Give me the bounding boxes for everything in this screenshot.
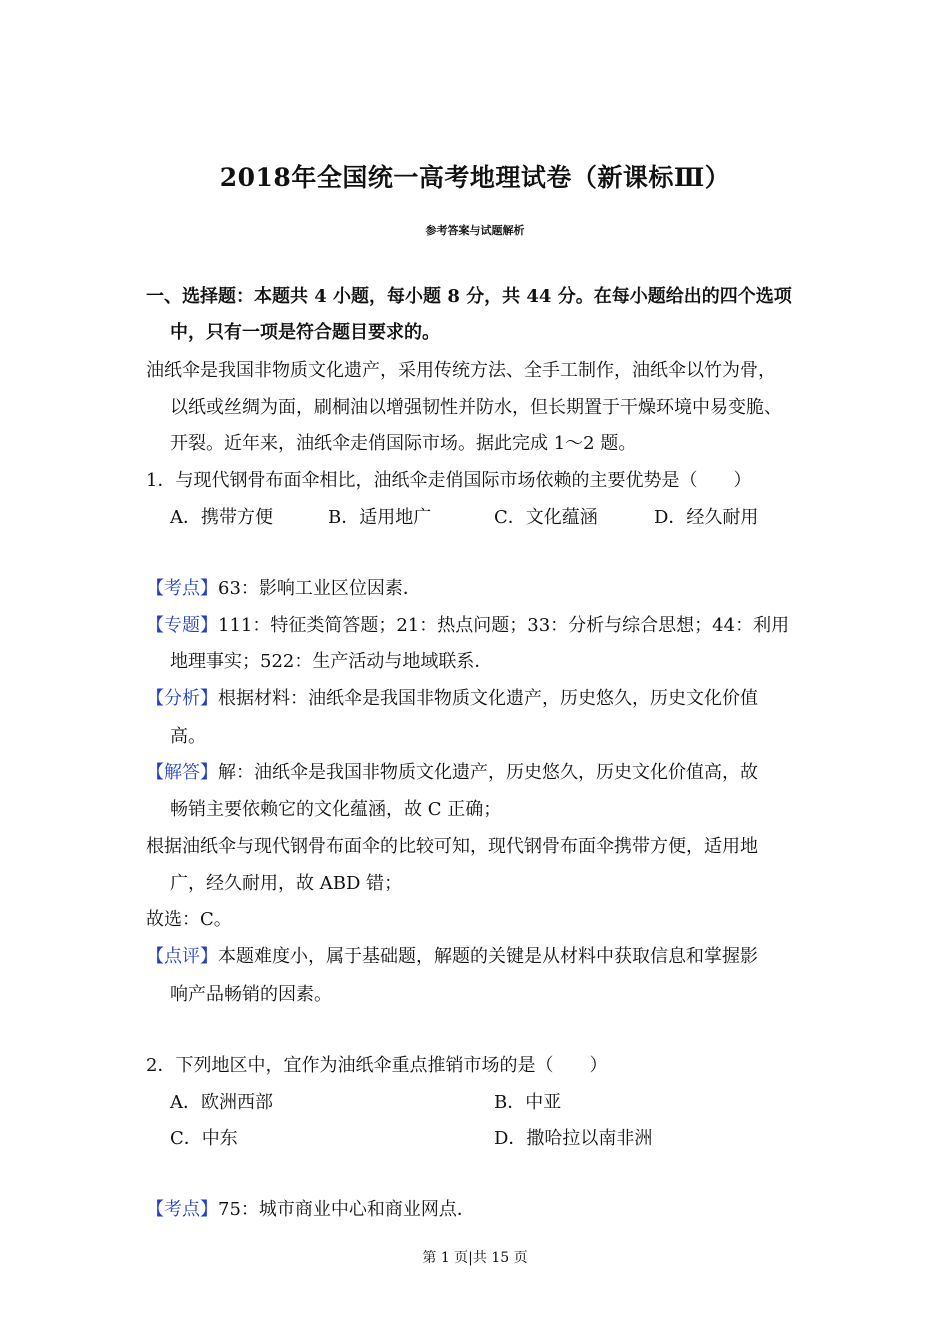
q1-kaodian-text: 63：影响工业区位因素． [218,578,421,599]
q1-jieda-line2: 畅销主要依赖它的文化蕴涵，故 C 正确； [170,799,502,820]
q1-option-a: A．携带方便 [170,507,273,528]
q2-kaodian-tag: 【考点】 [146,1199,218,1220]
q1-kaodian [146,578,421,600]
q1-option-b: B．适用地广 [328,507,432,528]
q1-kaodian-tag: 【考点】 [146,578,218,599]
question-1-stem: 1．与现代钢骨布面伞相比，油纸伞走俏国际市场依赖的主要优势是（ ） [146,470,752,491]
material-line2: 以纸或丝绸为面，刷桐油以增强韧性并防水，但长期置于干燥环境中易变脆、 [170,397,782,418]
material-line1: 油纸伞是我国非物质文化遗产，采用传统方法、全手工制作，油纸伞以竹为骨， [146,360,776,381]
q1-dianping-line2: 响产品畅销的因素。 [170,984,332,1005]
q1-fenxi-text: 根据材料：油纸伞是我国非物质文化遗产，历史悠久，历史文化价值 [218,688,758,709]
page-subtitle: 参考答案与试题解析 [425,224,525,237]
q2-option-d: D．撒哈拉以南非洲 [494,1128,653,1149]
page-title: 2018年全国统一高考地理试卷（新课标Ⅲ） [219,163,731,192]
q1-jieda-tag: 【解答】 [146,762,218,783]
q1-dianping-text: 本题难度小，属于基础题，解题的关键是从材料中获取信息和掌握影 [218,946,758,967]
q1-zhuanti [146,615,789,637]
q2-option-a: A．欧洲西部 [170,1092,273,1113]
q1-zhuanti-line2: 地理事实；522：生产活动与地域联系． [170,651,493,672]
q1-fenxi-tag: 【分析】 [146,688,218,709]
q2-kaodian-text: 75：城市商业中心和商业网点． [218,1199,475,1220]
q1-option-c: C．文化蕴涵 [494,507,598,528]
q1-dianping-tag: 【点评】 [146,946,218,967]
q1-jieda-line4: 广，经久耐用，故 ABD 错； [170,873,403,894]
material-line3: 开裂。近年来，油纸伞走俏国际市场。据此完成 1～2 题。 [170,433,637,454]
section-heading-line1: 一、选择题：本题共 4 小题，每小题 8 分，共 44 分。在每小题给出的四个选项 [146,286,792,307]
q2-option-b: B．中亚 [494,1092,562,1113]
q1-answer: 故选：C。 [146,909,232,930]
q2-option-c: C．中东 [170,1128,238,1149]
q1-jieda [146,762,758,784]
q1-jieda-text: 解：油纸伞是我国非物质文化遗产，历史悠久，历史文化价值高，故 [218,762,758,783]
page-footer: 第 1 页|共 15 页 [422,1250,528,1266]
question-2-stem: 2．下列地区中，宜作为油纸伞重点推销市场的是（ ） [146,1055,608,1076]
q2-kaodian [146,1199,475,1221]
section-heading-line2: 中，只有一项是符合题目要求的。 [170,322,440,343]
q1-fenxi [146,688,758,710]
q1-fenxi-line2: 高。 [170,726,206,747]
q1-option-d: D．经久耐用 [654,507,759,528]
q1-zhuanti-text: 111：特征类简答题；21：热点问题；33：分析与综合思想；44：利用 [218,615,790,636]
q1-dianping [146,946,758,968]
q1-zhuanti-tag: 【专题】 [146,615,218,636]
q1-jieda-line3: 根据油纸伞与现代钢骨布面伞的比较可知，现代钢骨布面伞携带方便，适用地 [146,836,758,857]
